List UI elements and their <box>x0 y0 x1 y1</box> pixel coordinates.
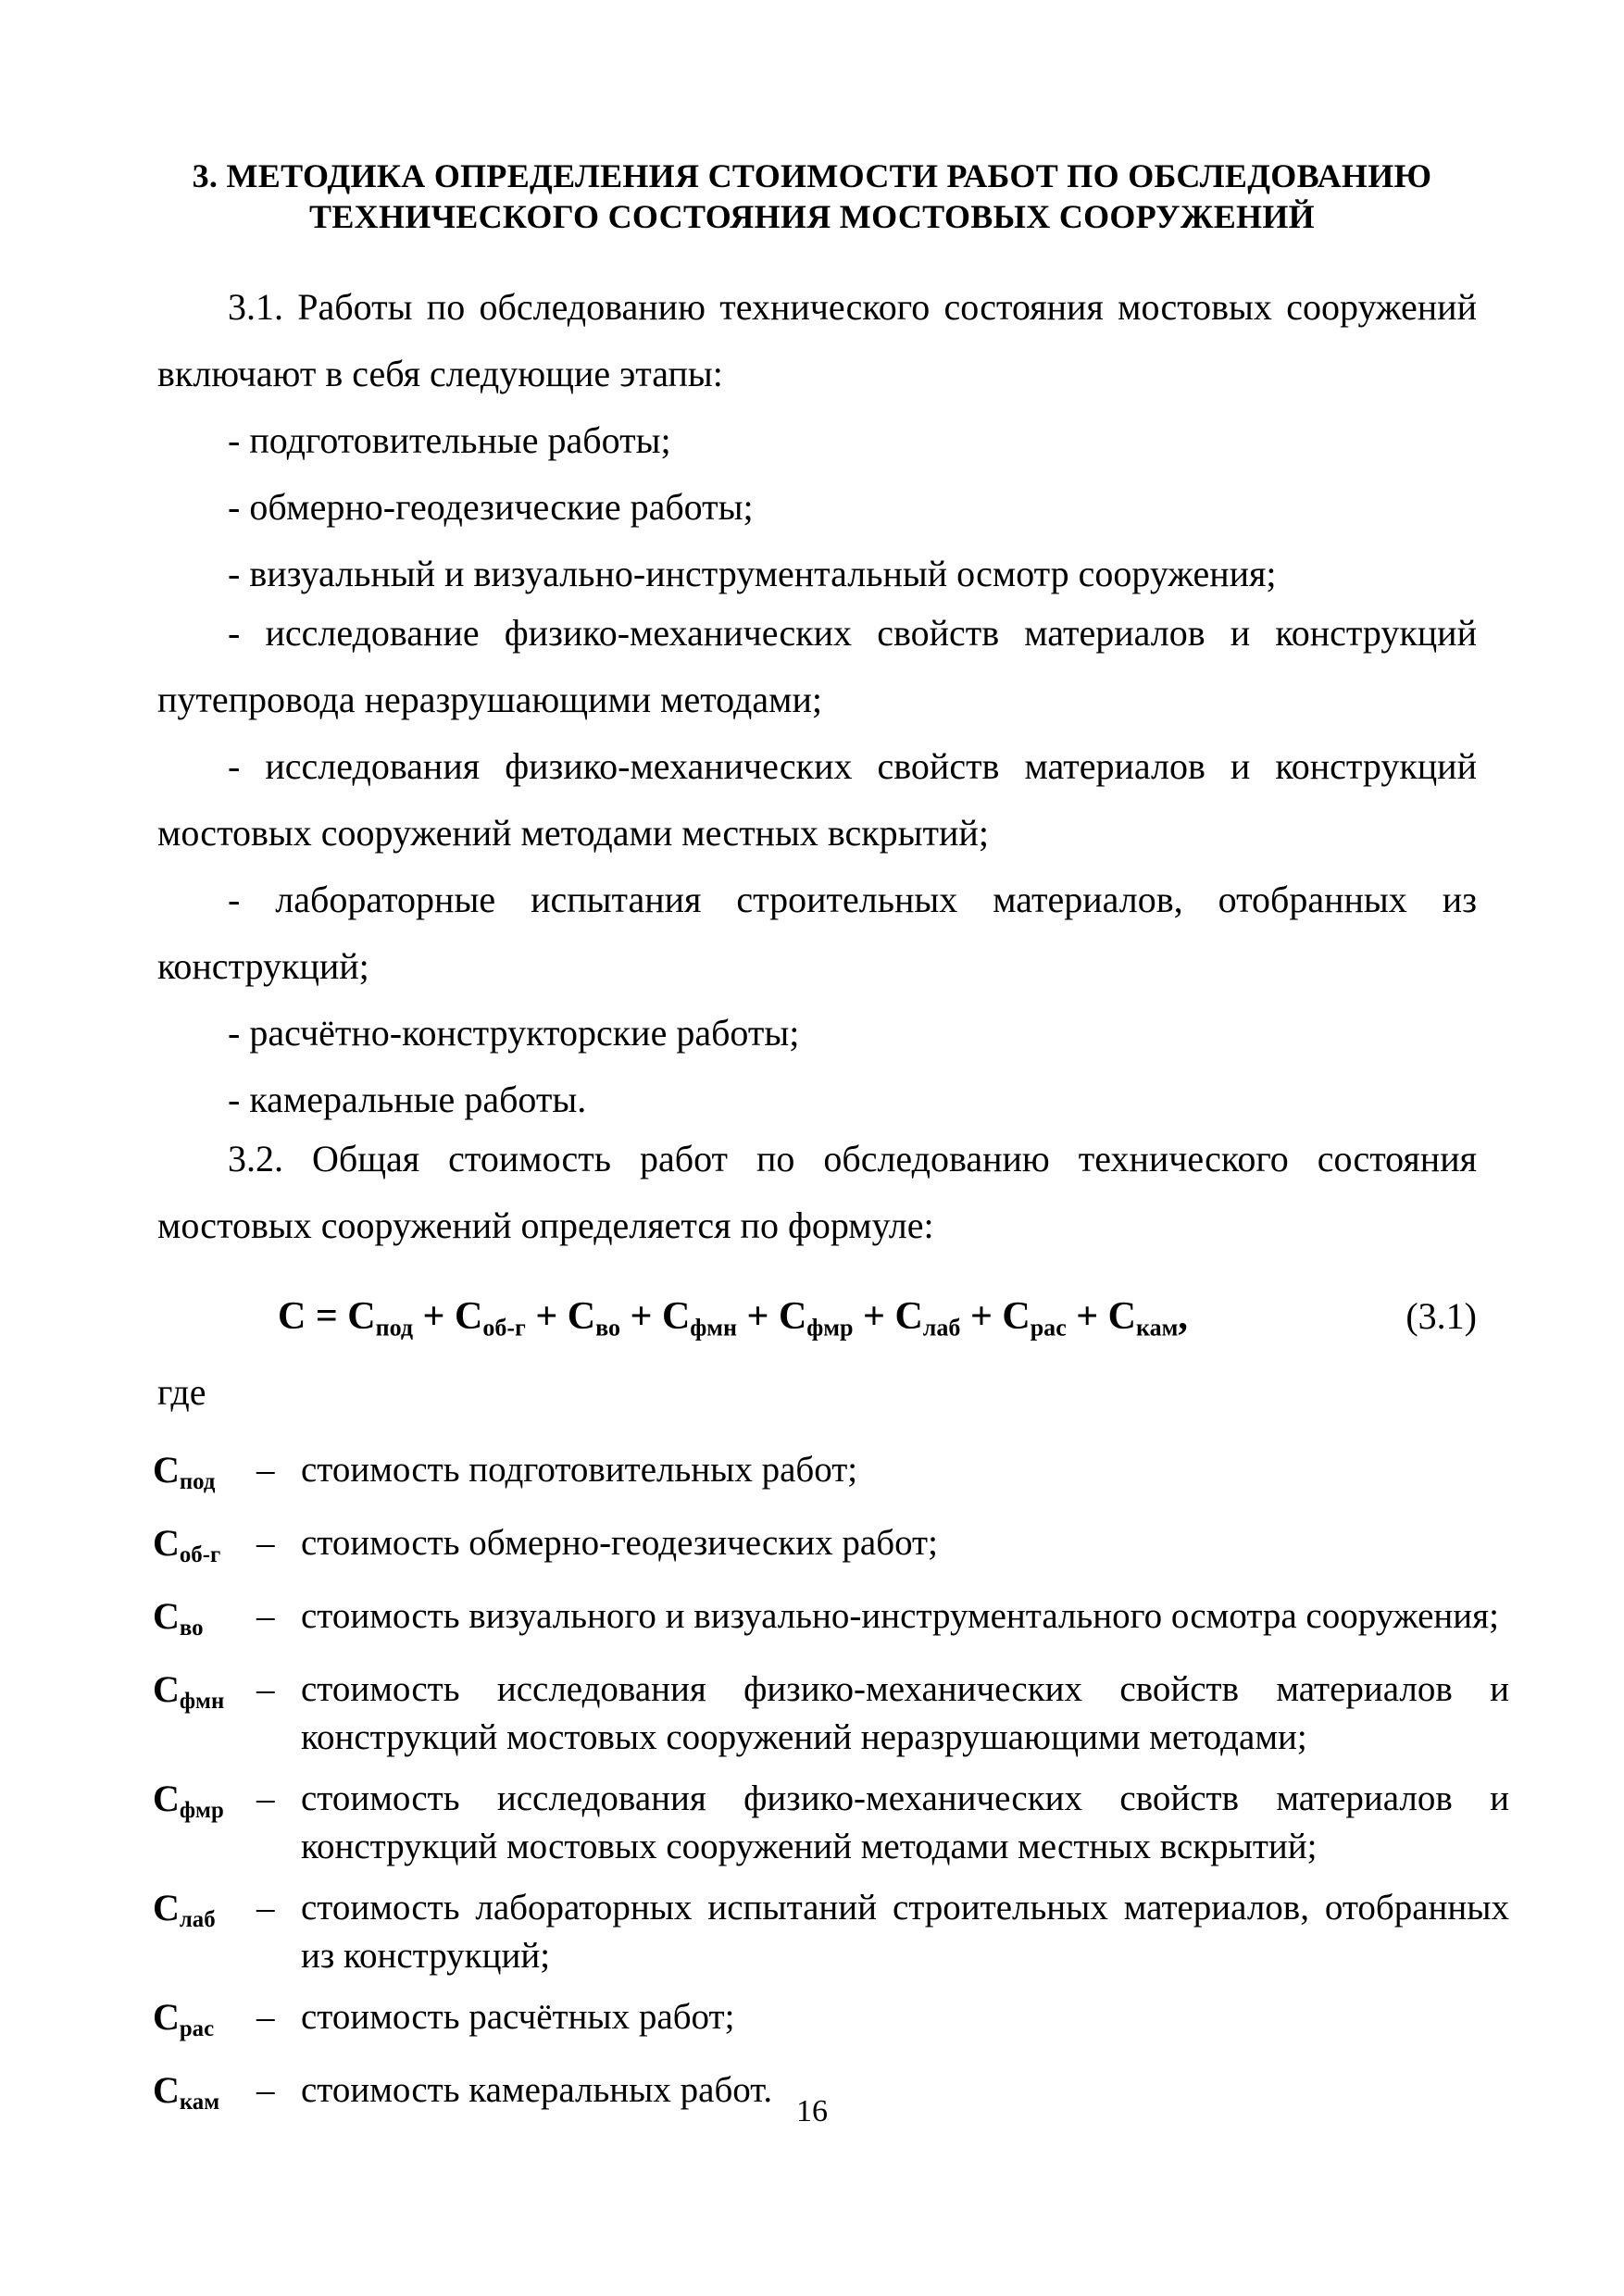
definition-dash: – <box>256 1522 275 1563</box>
definition-dash: – <box>256 1996 275 2037</box>
stage-item: - подготовительные работы; <box>228 419 671 461</box>
definition-symbol: $С_{фмн}$ <box>153 1667 225 1714</box>
definition-text: стоимость подготовительных работ; <box>301 1450 858 1490</box>
definition-text: стоимость исследования физико-механических свойств материалов и конструкций мостовых сооружений неразрушающими методами; <box>301 1668 1509 1757</box>
stage-item: - расчётно-конструкторские работы; <box>228 1012 800 1054</box>
definition-row <box>153 1666 1509 1762</box>
heading-line-1: 3. МЕТОДИКА ОПРЕДЕЛЕНИЯ СТОИМОСТИ РАБОТ ПО ОБСЛЕДОВАНИЮ <box>192 157 1432 194</box>
paragraph-3-1: 3.1. Работы по обследованию технического состояния мостовых сооружений включают в себя следующие этапы: <box>157 286 1477 394</box>
cost-formula: $С = С_{под} + С_{об-г} + С_{во} + С_{фмн} + С_{фмр} + С_{лаб} + С_{рас} + С_{кам}$, <box>278 1295 1188 1341</box>
definition-symbol: $С_{об-г}$ <box>153 1521 221 1567</box>
definition-row <box>153 1775 1509 1871</box>
definition-dash: – <box>256 2069 275 2110</box>
stage-item: - лабораторные испытания строительных материалов, отобранных из конструкций; <box>157 879 1477 987</box>
definition-dash: – <box>256 1595 275 1636</box>
definition-symbol: $С_{кам}$ <box>153 2068 220 2115</box>
heading-line-2: ТЕХНИЧЕСКОГО СОСТОЯНИЯ МОСТОВЫХ СООРУЖЕНИЙ <box>309 198 1315 235</box>
definition-dash: – <box>256 1450 275 1490</box>
definition-symbol: $С_{рас}$ <box>153 1995 215 2041</box>
definition-row <box>153 1519 1509 1579</box>
stage-item: - обмерно-геодезические работы; <box>228 486 754 528</box>
definition-text: стоимость обмерно-геодезических работ; <box>301 1522 938 1563</box>
page-number: 16 <box>796 2094 828 2128</box>
definition-dash: – <box>256 1778 275 1818</box>
where-label: где <box>157 1371 206 1413</box>
stage-item: - исследование физико-механических свойств материалов и конструкций путепровода неразрушающими методами; <box>157 612 1477 720</box>
paragraph-3-2: 3.2. Общая стоимость работ по обследованию технического состояния мостовых сооружений определяется по формуле: <box>157 1138 1477 1246</box>
definition-dash: – <box>256 1668 275 1709</box>
definition-symbol: $С_{фмр}$ <box>153 1777 224 1823</box>
stage-item: - исследования физико-механических свойств материалов и конструкций мостовых сооружений методами местных вскрытий; <box>157 745 1477 854</box>
section-heading <box>0 156 1624 237</box>
definitions-list <box>153 1446 1509 2140</box>
definition-text: стоимость исследования физико-механических свойств материалов и конструкций мостовых сооружений методами местных вскрытий; <box>301 1778 1509 1866</box>
definition-text: стоимость расчётных работ; <box>301 1996 735 2037</box>
stage-item: - камеральные работы. <box>228 1079 587 1120</box>
equation-number: (3.1) <box>1405 1295 1477 1337</box>
definition-text: стоимость камеральных работ. <box>301 2069 773 2110</box>
definition-text: стоимость лабораторных испытаний строительных материалов, отобранных из конструкций; <box>301 1887 1509 1976</box>
definition-symbol: $С_{под}$ <box>153 1449 216 1494</box>
definition-row <box>153 1993 1509 2053</box>
formula-row <box>157 1294 1477 1350</box>
definition-row <box>153 1446 1509 1506</box>
definition-text: стоимость визуального и визуально-инструментального осмотра сооружения; <box>301 1595 1499 1636</box>
definition-dash: – <box>256 1887 275 1928</box>
definition-row <box>153 1592 1509 1653</box>
definition-symbol: $С_{лаб}$ <box>153 1886 216 1932</box>
definition-row <box>153 1884 1509 1980</box>
stage-item: - визуальный и визуально-инструментальный осмотр сооружения; <box>228 553 1277 594</box>
definition-symbol: $С_{во}$ <box>153 1594 204 1641</box>
